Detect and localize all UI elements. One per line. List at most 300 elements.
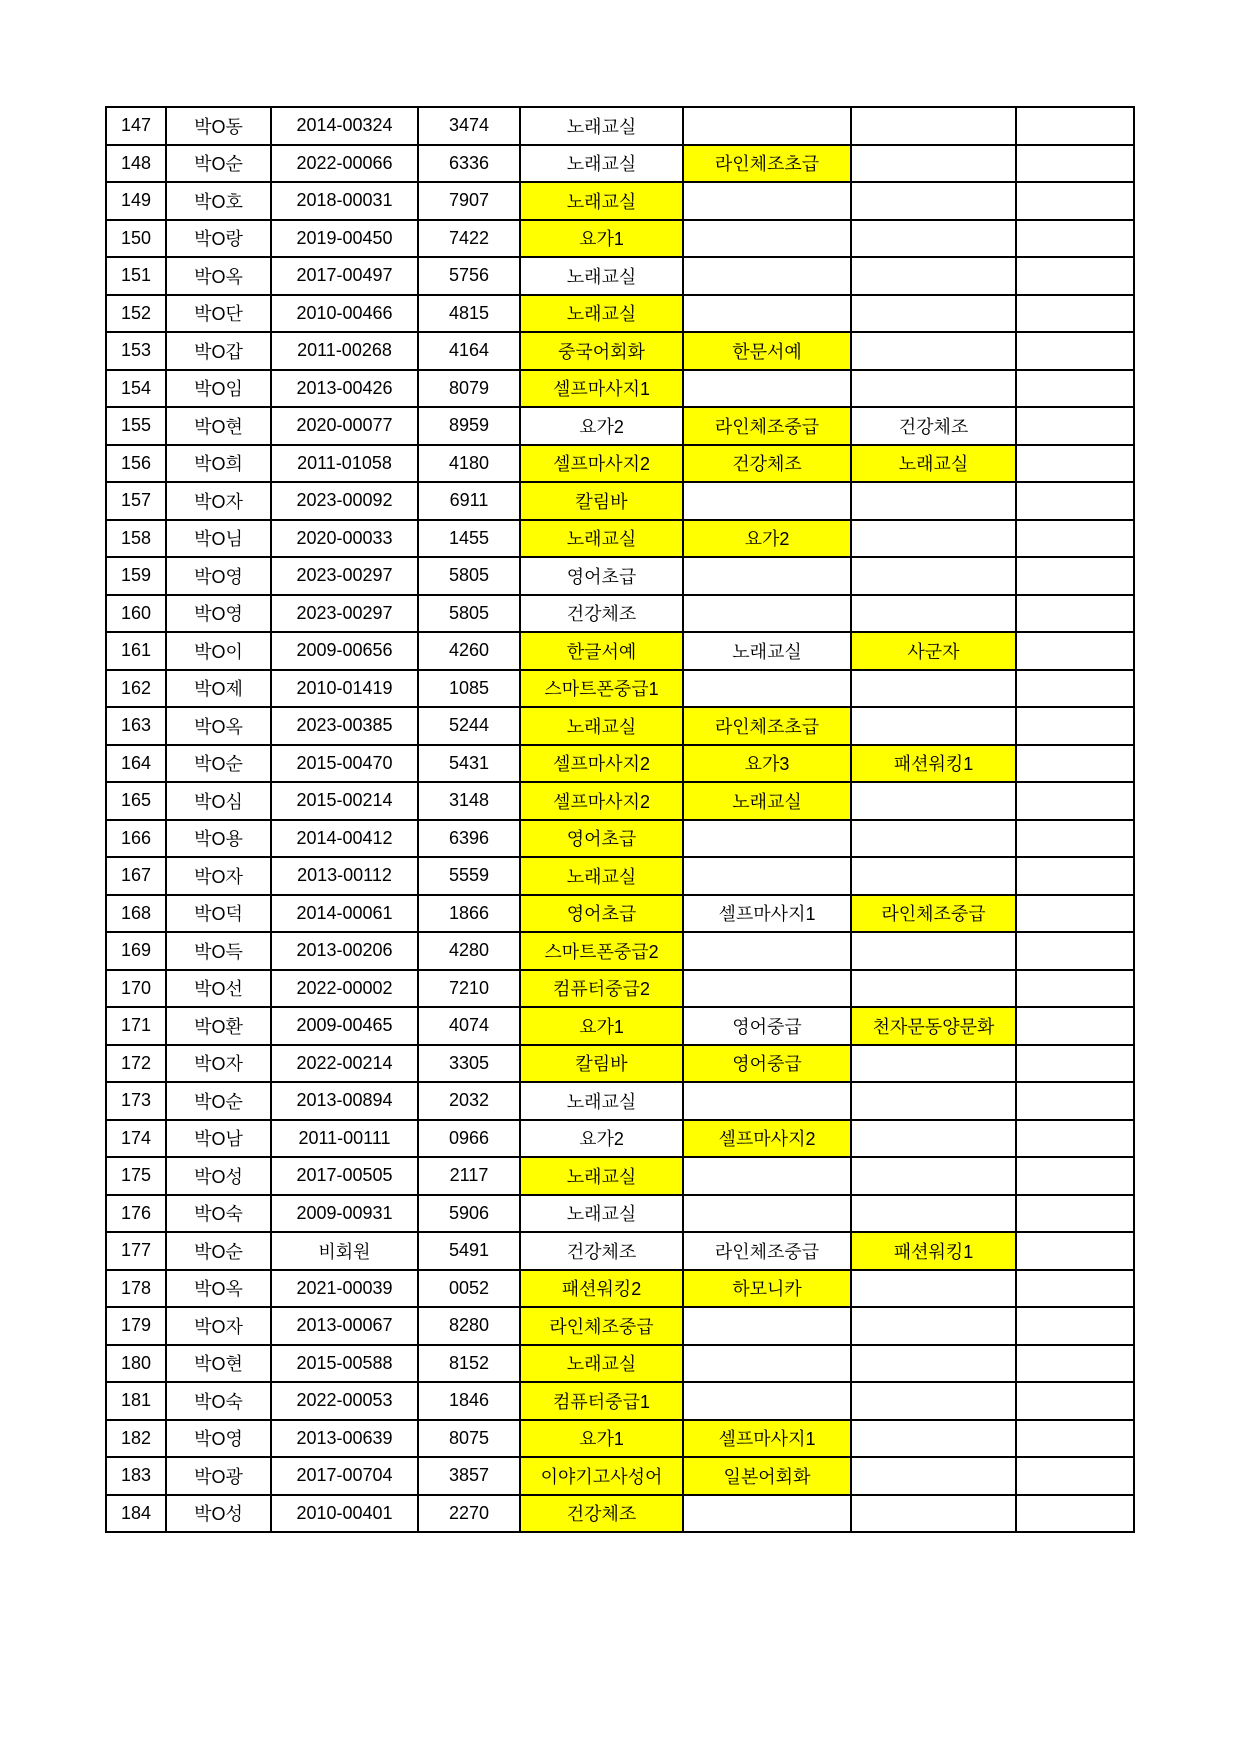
name-cell: 박O제 xyxy=(166,670,271,708)
extra-cell xyxy=(1016,557,1134,595)
name-cell: 박O자 xyxy=(166,1307,271,1345)
course2-cell xyxy=(683,257,851,295)
code-cell: 8075 xyxy=(418,1420,520,1458)
course2-cell xyxy=(683,857,851,895)
code-cell: 3305 xyxy=(418,1045,520,1083)
member-id-cell: 2013-00112 xyxy=(271,857,418,895)
name-cell: 박O순 xyxy=(166,745,271,783)
table-row xyxy=(106,370,1134,408)
table-row xyxy=(106,332,1134,370)
code-cell: 5756 xyxy=(418,257,520,295)
course1-cell: 요가1 xyxy=(520,220,683,258)
code-cell: 8152 xyxy=(418,1345,520,1383)
table-row xyxy=(106,1345,1134,1383)
course1-cell: 노래교실 xyxy=(520,520,683,558)
extra-cell xyxy=(1016,595,1134,633)
member-id-cell: 2010-00401 xyxy=(271,1495,418,1533)
member-id-cell: 2020-00033 xyxy=(271,520,418,558)
member-id-cell: 2011-00268 xyxy=(271,332,418,370)
row-number-cell: 174 xyxy=(106,1120,166,1158)
course3-cell xyxy=(851,257,1016,295)
member-id-cell: 2022-00066 xyxy=(271,145,418,183)
course3-cell xyxy=(851,1420,1016,1458)
table-row xyxy=(106,407,1134,445)
member-id-cell: 2017-00505 xyxy=(271,1157,418,1195)
extra-cell xyxy=(1016,895,1134,933)
extra-cell xyxy=(1016,970,1134,1008)
course3-cell: 패션워킹1 xyxy=(851,1232,1016,1270)
member-id-cell: 2013-00894 xyxy=(271,1082,418,1120)
table-row xyxy=(106,257,1134,295)
course2-cell xyxy=(683,1307,851,1345)
name-cell: 박O득 xyxy=(166,932,271,970)
table-row xyxy=(106,1045,1134,1083)
code-cell: 5244 xyxy=(418,707,520,745)
code-cell: 7907 xyxy=(418,182,520,220)
row-number-cell: 149 xyxy=(106,182,166,220)
course1-cell: 건강체조 xyxy=(520,1495,683,1533)
name-cell: 박O자 xyxy=(166,482,271,520)
code-cell: 3857 xyxy=(418,1457,520,1495)
course2-cell xyxy=(683,220,851,258)
code-cell: 0966 xyxy=(418,1120,520,1158)
member-id-cell: 2015-00588 xyxy=(271,1345,418,1383)
table-row xyxy=(106,557,1134,595)
extra-cell xyxy=(1016,482,1134,520)
extra-cell xyxy=(1016,1345,1134,1383)
code-cell: 6396 xyxy=(418,820,520,858)
name-cell: 박O랑 xyxy=(166,220,271,258)
member-id-cell: 2022-00053 xyxy=(271,1382,418,1420)
course3-cell xyxy=(851,182,1016,220)
row-number-cell: 184 xyxy=(106,1495,166,1533)
row-number-cell: 156 xyxy=(106,445,166,483)
code-cell: 1866 xyxy=(418,895,520,933)
table-row xyxy=(106,1495,1134,1533)
course1-cell: 영어초급 xyxy=(520,895,683,933)
extra-cell xyxy=(1016,1007,1134,1045)
course1-cell: 셀프마사지1 xyxy=(520,370,683,408)
course3-cell: 천자문동양문화 xyxy=(851,1007,1016,1045)
row-number-cell: 172 xyxy=(106,1045,166,1083)
extra-cell xyxy=(1016,1120,1134,1158)
name-cell: 박O광 xyxy=(166,1457,271,1495)
course3-cell xyxy=(851,520,1016,558)
course1-cell: 라인체조중급 xyxy=(520,1307,683,1345)
extra-cell xyxy=(1016,1045,1134,1083)
name-cell: 박O순 xyxy=(166,145,271,183)
member-id-cell: 2014-00324 xyxy=(271,107,418,145)
extra-cell xyxy=(1016,1270,1134,1308)
member-id-cell: 2013-00206 xyxy=(271,932,418,970)
name-cell: 박O성 xyxy=(166,1495,271,1533)
course1-cell: 컴퓨터중급1 xyxy=(520,1382,683,1420)
row-number-cell: 171 xyxy=(106,1007,166,1045)
extra-cell xyxy=(1016,1382,1134,1420)
member-id-cell: 2017-00497 xyxy=(271,257,418,295)
extra-cell xyxy=(1016,707,1134,745)
extra-cell xyxy=(1016,445,1134,483)
code-cell: 5805 xyxy=(418,595,520,633)
name-cell: 박O현 xyxy=(166,1345,271,1383)
row-number-cell: 181 xyxy=(106,1382,166,1420)
course2-cell xyxy=(683,107,851,145)
extra-cell xyxy=(1016,1420,1134,1458)
course3-cell xyxy=(851,932,1016,970)
member-id-cell: 2014-00061 xyxy=(271,895,418,933)
course2-cell: 하모니카 xyxy=(683,1270,851,1308)
row-number-cell: 170 xyxy=(106,970,166,1008)
row-number-cell: 176 xyxy=(106,1195,166,1233)
extra-cell xyxy=(1016,932,1134,970)
code-cell: 2117 xyxy=(418,1157,520,1195)
name-cell: 박O현 xyxy=(166,407,271,445)
name-cell: 박O영 xyxy=(166,557,271,595)
course2-cell xyxy=(683,970,851,1008)
row-number-cell: 158 xyxy=(106,520,166,558)
course2-cell: 노래교실 xyxy=(683,782,851,820)
extra-cell xyxy=(1016,782,1134,820)
course3-cell xyxy=(851,370,1016,408)
course3-cell xyxy=(851,1120,1016,1158)
row-number-cell: 175 xyxy=(106,1157,166,1195)
member-id-cell: 2014-00412 xyxy=(271,820,418,858)
code-cell: 4260 xyxy=(418,632,520,670)
table-row xyxy=(106,220,1134,258)
code-cell: 5491 xyxy=(418,1232,520,1270)
course2-cell xyxy=(683,932,851,970)
course1-cell: 셀프마사지2 xyxy=(520,782,683,820)
row-number-cell: 179 xyxy=(106,1307,166,1345)
code-cell: 8079 xyxy=(418,370,520,408)
course1-cell: 셀프마사지2 xyxy=(520,445,683,483)
table-row xyxy=(106,107,1134,145)
course1-cell: 건강체조 xyxy=(520,1232,683,1270)
name-cell: 박O단 xyxy=(166,295,271,333)
name-cell: 박O숙 xyxy=(166,1382,271,1420)
extra-cell xyxy=(1016,1195,1134,1233)
course1-cell: 노래교실 xyxy=(520,182,683,220)
row-number-cell: 159 xyxy=(106,557,166,595)
code-cell: 6336 xyxy=(418,145,520,183)
course1-cell: 영어초급 xyxy=(520,820,683,858)
course2-cell xyxy=(683,1345,851,1383)
row-number-cell: 169 xyxy=(106,932,166,970)
name-cell: 박O옥 xyxy=(166,257,271,295)
member-id-cell: 2021-00039 xyxy=(271,1270,418,1308)
course3-cell xyxy=(851,557,1016,595)
name-cell: 박O심 xyxy=(166,782,271,820)
code-cell: 5431 xyxy=(418,745,520,783)
course2-cell: 라인체조중급 xyxy=(683,1232,851,1270)
table-row xyxy=(106,445,1134,483)
table-row xyxy=(106,932,1134,970)
table-row xyxy=(106,520,1134,558)
course3-cell xyxy=(851,107,1016,145)
member-id-cell: 2020-00077 xyxy=(271,407,418,445)
extra-cell xyxy=(1016,107,1134,145)
name-cell: 박O성 xyxy=(166,1157,271,1195)
member-id-cell: 2010-01419 xyxy=(271,670,418,708)
table-row xyxy=(106,295,1134,333)
course1-cell: 이야기고사성어 xyxy=(520,1457,683,1495)
name-cell: 박O선 xyxy=(166,970,271,1008)
course1-cell: 요가2 xyxy=(520,1120,683,1158)
table-row xyxy=(106,745,1134,783)
member-id-cell: 2023-00297 xyxy=(271,557,418,595)
name-cell: 박O임 xyxy=(166,370,271,408)
extra-cell xyxy=(1016,220,1134,258)
course2-cell: 영어중급 xyxy=(683,1007,851,1045)
course2-cell: 셀프마사지2 xyxy=(683,1120,851,1158)
table-row xyxy=(106,1082,1134,1120)
course3-cell xyxy=(851,707,1016,745)
member-id-cell: 2018-00031 xyxy=(271,182,418,220)
code-cell: 2270 xyxy=(418,1495,520,1533)
code-cell: 3148 xyxy=(418,782,520,820)
name-cell: 박O님 xyxy=(166,520,271,558)
member-id-cell: 2015-00470 xyxy=(271,745,418,783)
code-cell: 1846 xyxy=(418,1382,520,1420)
row-number-cell: 161 xyxy=(106,632,166,670)
table-row xyxy=(106,595,1134,633)
course1-cell: 패션워킹2 xyxy=(520,1270,683,1308)
course1-cell: 중국어회화 xyxy=(520,332,683,370)
table-row xyxy=(106,482,1134,520)
table-row xyxy=(106,145,1134,183)
row-number-cell: 147 xyxy=(106,107,166,145)
member-id-cell: 2023-00092 xyxy=(271,482,418,520)
course3-cell xyxy=(851,595,1016,633)
member-id-cell: 2023-00385 xyxy=(271,707,418,745)
code-cell: 8280 xyxy=(418,1307,520,1345)
course1-cell: 스마트폰중급1 xyxy=(520,670,683,708)
code-cell: 3474 xyxy=(418,107,520,145)
extra-cell xyxy=(1016,1495,1134,1533)
course2-cell: 영어중급 xyxy=(683,1045,851,1083)
row-number-cell: 152 xyxy=(106,295,166,333)
code-cell: 5805 xyxy=(418,557,520,595)
extra-cell xyxy=(1016,182,1134,220)
course1-cell: 노래교실 xyxy=(520,1082,683,1120)
course3-cell xyxy=(851,220,1016,258)
row-number-cell: 183 xyxy=(106,1457,166,1495)
course2-cell: 라인체조초급 xyxy=(683,707,851,745)
table-row xyxy=(106,1007,1134,1045)
row-number-cell: 160 xyxy=(106,595,166,633)
course1-cell: 노래교실 xyxy=(520,257,683,295)
row-number-cell: 178 xyxy=(106,1270,166,1308)
course3-cell: 노래교실 xyxy=(851,445,1016,483)
row-number-cell: 173 xyxy=(106,1082,166,1120)
member-id-cell: 2022-00002 xyxy=(271,970,418,1008)
course2-cell: 요가3 xyxy=(683,745,851,783)
code-cell: 1085 xyxy=(418,670,520,708)
row-number-cell: 157 xyxy=(106,482,166,520)
member-id-cell: 2013-00639 xyxy=(271,1420,418,1458)
row-number-cell: 182 xyxy=(106,1420,166,1458)
course1-cell: 노래교실 xyxy=(520,295,683,333)
course1-cell: 노래교실 xyxy=(520,107,683,145)
member-id-cell: 2017-00704 xyxy=(271,1457,418,1495)
extra-cell xyxy=(1016,295,1134,333)
course2-cell xyxy=(683,1382,851,1420)
course3-cell xyxy=(851,1082,1016,1120)
name-cell: 박O환 xyxy=(166,1007,271,1045)
name-cell: 박O호 xyxy=(166,182,271,220)
table-row xyxy=(106,707,1134,745)
course3-cell xyxy=(851,482,1016,520)
extra-cell xyxy=(1016,1157,1134,1195)
member-id-cell: 2009-00465 xyxy=(271,1007,418,1045)
member-id-cell: 2013-00067 xyxy=(271,1307,418,1345)
row-number-cell: 165 xyxy=(106,782,166,820)
course3-cell: 라인체조중급 xyxy=(851,895,1016,933)
row-number-cell: 164 xyxy=(106,745,166,783)
course2-cell xyxy=(683,1495,851,1533)
course2-cell xyxy=(683,1157,851,1195)
course3-cell: 패션워킹1 xyxy=(851,745,1016,783)
table-row xyxy=(106,1307,1134,1345)
course2-cell: 셀프마사지1 xyxy=(683,1420,851,1458)
member-id-cell: 2022-00214 xyxy=(271,1045,418,1083)
extra-cell xyxy=(1016,632,1134,670)
extra-cell xyxy=(1016,1457,1134,1495)
course2-cell xyxy=(683,1195,851,1233)
course3-cell xyxy=(851,1307,1016,1345)
extra-cell xyxy=(1016,407,1134,445)
member-id-cell: 2015-00214 xyxy=(271,782,418,820)
course1-cell: 셀프마사지2 xyxy=(520,745,683,783)
name-cell: 박O자 xyxy=(166,1045,271,1083)
extra-cell xyxy=(1016,857,1134,895)
table-row xyxy=(106,857,1134,895)
extra-cell xyxy=(1016,820,1134,858)
table-row xyxy=(106,1195,1134,1233)
extra-cell xyxy=(1016,1082,1134,1120)
course2-cell xyxy=(683,595,851,633)
course3-cell xyxy=(851,857,1016,895)
course3-cell xyxy=(851,782,1016,820)
course2-cell: 요가2 xyxy=(683,520,851,558)
table-row xyxy=(106,1420,1134,1458)
name-cell: 박O옥 xyxy=(166,707,271,745)
extra-cell xyxy=(1016,520,1134,558)
course3-cell xyxy=(851,1457,1016,1495)
row-number-cell: 150 xyxy=(106,220,166,258)
table-row xyxy=(106,632,1134,670)
name-cell: 박O순 xyxy=(166,1082,271,1120)
code-cell: 7422 xyxy=(418,220,520,258)
course2-cell: 라인체조초급 xyxy=(683,145,851,183)
course2-cell: 셀프마사지1 xyxy=(683,895,851,933)
code-cell: 4180 xyxy=(418,445,520,483)
course3-cell xyxy=(851,970,1016,1008)
extra-cell xyxy=(1016,257,1134,295)
row-number-cell: 166 xyxy=(106,820,166,858)
code-cell: 8959 xyxy=(418,407,520,445)
name-cell: 박O희 xyxy=(166,445,271,483)
member-id-cell: 2023-00297 xyxy=(271,595,418,633)
course1-cell: 요가1 xyxy=(520,1420,683,1458)
name-cell: 박O남 xyxy=(166,1120,271,1158)
extra-cell xyxy=(1016,370,1134,408)
course1-cell: 건강체조 xyxy=(520,595,683,633)
table-row xyxy=(106,1157,1134,1195)
course2-cell: 일본어회화 xyxy=(683,1457,851,1495)
course3-cell xyxy=(851,1195,1016,1233)
table-row xyxy=(106,1120,1134,1158)
code-cell: 5559 xyxy=(418,857,520,895)
code-cell: 2032 xyxy=(418,1082,520,1120)
course2-cell: 노래교실 xyxy=(683,632,851,670)
code-cell: 0052 xyxy=(418,1270,520,1308)
course2-cell xyxy=(683,670,851,708)
course3-cell xyxy=(851,295,1016,333)
course1-cell: 스마트폰중급2 xyxy=(520,932,683,970)
course1-cell: 노래교실 xyxy=(520,857,683,895)
row-number-cell: 153 xyxy=(106,332,166,370)
course3-cell xyxy=(851,1495,1016,1533)
course1-cell: 칼림바 xyxy=(520,1045,683,1083)
code-cell: 4074 xyxy=(418,1007,520,1045)
member-id-cell: 2011-01058 xyxy=(271,445,418,483)
table-row xyxy=(106,1232,1134,1270)
course1-cell: 요가1 xyxy=(520,1007,683,1045)
course3-cell xyxy=(851,1345,1016,1383)
course1-cell: 노래교실 xyxy=(520,1157,683,1195)
row-number-cell: 168 xyxy=(106,895,166,933)
course3-cell xyxy=(851,1157,1016,1195)
name-cell: 박O영 xyxy=(166,1420,271,1458)
name-cell: 박O이 xyxy=(166,632,271,670)
table-row xyxy=(106,1382,1134,1420)
course1-cell: 노래교실 xyxy=(520,1345,683,1383)
course3-cell xyxy=(851,1382,1016,1420)
code-cell: 4815 xyxy=(418,295,520,333)
member-id-cell: 비회원 xyxy=(271,1232,418,1270)
row-number-cell: 162 xyxy=(106,670,166,708)
name-cell: 박O숙 xyxy=(166,1195,271,1233)
course1-cell: 요가2 xyxy=(520,407,683,445)
course1-cell: 컴퓨터중급2 xyxy=(520,970,683,1008)
course1-cell: 노래교실 xyxy=(520,707,683,745)
row-number-cell: 163 xyxy=(106,707,166,745)
member-id-cell: 2010-00466 xyxy=(271,295,418,333)
extra-cell xyxy=(1016,332,1134,370)
row-number-cell: 154 xyxy=(106,370,166,408)
course3-cell xyxy=(851,1045,1016,1083)
name-cell: 박O덕 xyxy=(166,895,271,933)
name-cell: 박O동 xyxy=(166,107,271,145)
course2-cell xyxy=(683,820,851,858)
name-cell: 박O순 xyxy=(166,1232,271,1270)
member-id-cell: 2013-00426 xyxy=(271,370,418,408)
row-number-cell: 148 xyxy=(106,145,166,183)
course3-cell xyxy=(851,1270,1016,1308)
table-row xyxy=(106,670,1134,708)
member-id-cell: 2009-00656 xyxy=(271,632,418,670)
row-number-cell: 177 xyxy=(106,1232,166,1270)
code-cell: 6911 xyxy=(418,482,520,520)
course2-cell xyxy=(683,557,851,595)
course2-cell: 건강체조 xyxy=(683,445,851,483)
course3-cell: 건강체조 xyxy=(851,407,1016,445)
course3-cell: 사군자 xyxy=(851,632,1016,670)
course2-cell xyxy=(683,295,851,333)
code-cell: 7210 xyxy=(418,970,520,1008)
code-cell: 4164 xyxy=(418,332,520,370)
